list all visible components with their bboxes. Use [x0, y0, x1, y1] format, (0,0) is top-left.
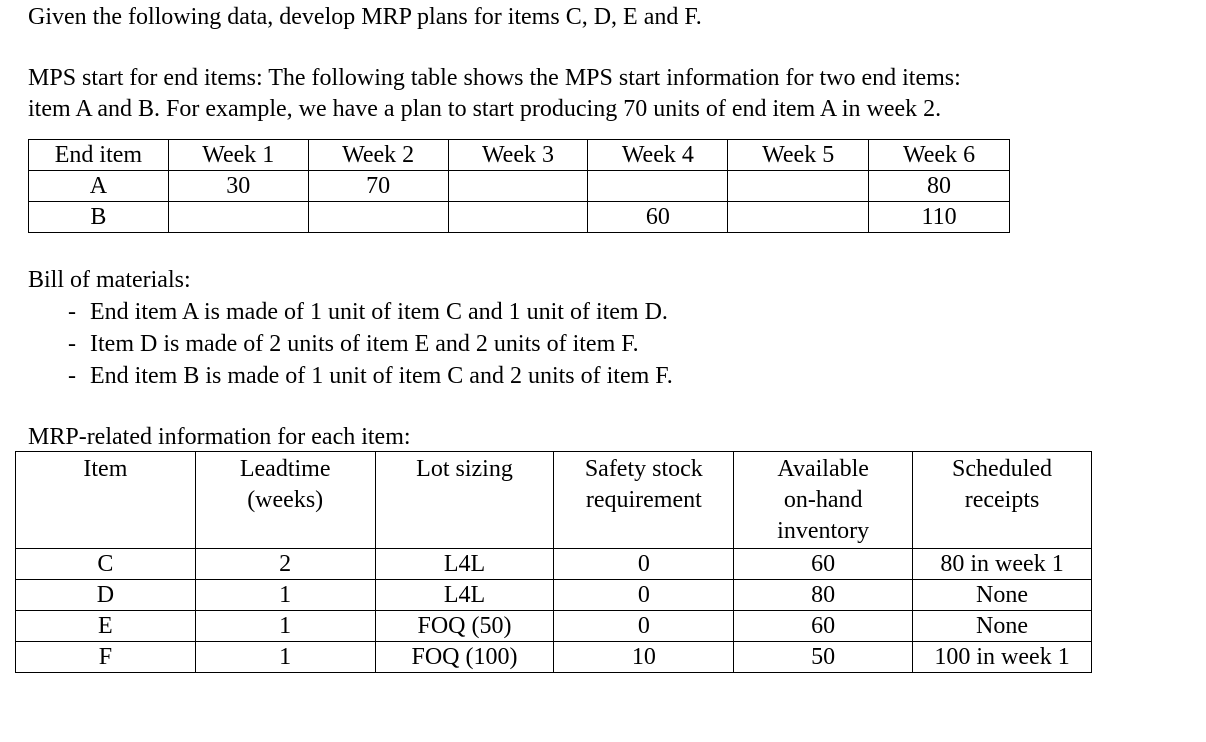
header-line: receipts: [964, 487, 1040, 513]
table-cell: None: [913, 611, 1092, 642]
table-cell: [588, 171, 728, 202]
mps-header-cell: Week 3: [448, 140, 588, 171]
mps-description-line-1: MPS start for end items: The following table shows the MPS start information for two end items:: [28, 65, 961, 91]
table-cell: 2: [195, 549, 375, 580]
header-line: Available: [777, 456, 869, 482]
table-cell: 50: [734, 642, 913, 673]
table-row: [16, 549, 1092, 580]
mrp-header-cell: [375, 452, 554, 549]
mrp-header-row: [16, 452, 1092, 549]
header-line: Lot sizing: [416, 456, 513, 482]
table-cell: FOQ (50): [375, 611, 554, 642]
table-cell: 0: [554, 611, 734, 642]
bom-item-text: End item A is made of 1 unit of item C and 1 unit of item D.: [90, 299, 668, 325]
table-cell: 80: [734, 580, 913, 611]
table-cell: C: [16, 549, 196, 580]
table-cell: 0: [554, 549, 734, 580]
mrp-title: MRP-related information for each item:: [28, 424, 411, 450]
table-row: [29, 171, 1010, 202]
mps-header-cell: Week 4: [588, 140, 728, 171]
mps-header-cell: End item: [29, 140, 169, 171]
table-cell: E: [16, 611, 196, 642]
intro-text: Given the following data, develop MRP plans for items C, D, E and F.: [28, 4, 702, 30]
table-cell: [448, 202, 588, 233]
table-cell: L4L: [375, 549, 554, 580]
bom-item-text: Item D is made of 2 units of item E and 2 units of item F.: [90, 331, 639, 357]
table-cell: None: [913, 580, 1092, 611]
bom-title: Bill of materials:: [28, 267, 191, 293]
bom-item-text: End item B is made of 1 unit of item C and 2 units of item F.: [90, 363, 673, 389]
table-cell: 70: [308, 171, 448, 202]
list-item: - End item B is made of 1 unit of item C and 2 units of item F.: [68, 363, 673, 389]
mps-header-cell: Week 2: [308, 140, 448, 171]
table-cell: 1: [195, 580, 375, 611]
table-cell: 1: [195, 642, 375, 673]
header-line: Leadtime: [239, 456, 331, 482]
table-cell: [728, 171, 869, 202]
table-cell: 60: [734, 611, 913, 642]
table-cell: 80: [869, 171, 1010, 202]
mps-header-row: [29, 140, 1010, 171]
mrp-table: [15, 451, 1092, 673]
header-line: Item: [83, 456, 128, 482]
mrp-header-cell: [554, 452, 734, 549]
table-cell: D: [16, 580, 196, 611]
table-cell: 10: [554, 642, 734, 673]
table-cell: 30: [168, 171, 308, 202]
header-line: requirement: [585, 487, 702, 513]
table-cell: [728, 202, 869, 233]
table-cell: A: [29, 171, 169, 202]
header-line: Scheduled: [952, 456, 1053, 482]
bom-list: [68, 296, 673, 392]
table-cell: 60: [588, 202, 728, 233]
table-cell: 0: [554, 580, 734, 611]
header-line: on-hand: [783, 487, 863, 513]
mrp-header-cell: [195, 452, 375, 549]
table-cell: 60: [734, 549, 913, 580]
header-line: Safety stock: [584, 456, 703, 482]
table-cell: [448, 171, 588, 202]
table-row: [29, 202, 1010, 233]
table-cell: 80 in week 1: [913, 549, 1092, 580]
table-cell: [168, 202, 308, 233]
mrp-header-cell: [734, 452, 913, 549]
table-row: [16, 580, 1092, 611]
table-cell: 1: [195, 611, 375, 642]
table-cell: 110: [869, 202, 1010, 233]
table-row: [16, 642, 1092, 673]
table-cell: FOQ (100): [375, 642, 554, 673]
mrp-header-cell: [16, 452, 196, 549]
mps-header-cell: Week 6: [869, 140, 1010, 171]
table-cell: L4L: [375, 580, 554, 611]
header-line: (weeks): [247, 487, 324, 513]
header-line: inventory: [777, 518, 870, 544]
table-row: [16, 611, 1092, 642]
mps-description-line-2: item A and B. For example, we have a plan to start producing 70 units of end item A in week 2.: [28, 96, 942, 122]
mps-header-cell: Week 5: [728, 140, 869, 171]
table-cell: B: [29, 202, 169, 233]
table-cell: [308, 202, 448, 233]
table-cell: 100 in week 1: [913, 642, 1092, 673]
list-item: - Item D is made of 2 units of item E and 2 units of item F.: [68, 331, 639, 357]
mps-table: [28, 139, 1010, 233]
table-cell: F: [16, 642, 196, 673]
mrp-header-cell: [913, 452, 1092, 549]
list-item: - End item A is made of 1 unit of item C and 1 unit of item D.: [68, 299, 668, 325]
mps-header-cell: Week 1: [168, 140, 308, 171]
